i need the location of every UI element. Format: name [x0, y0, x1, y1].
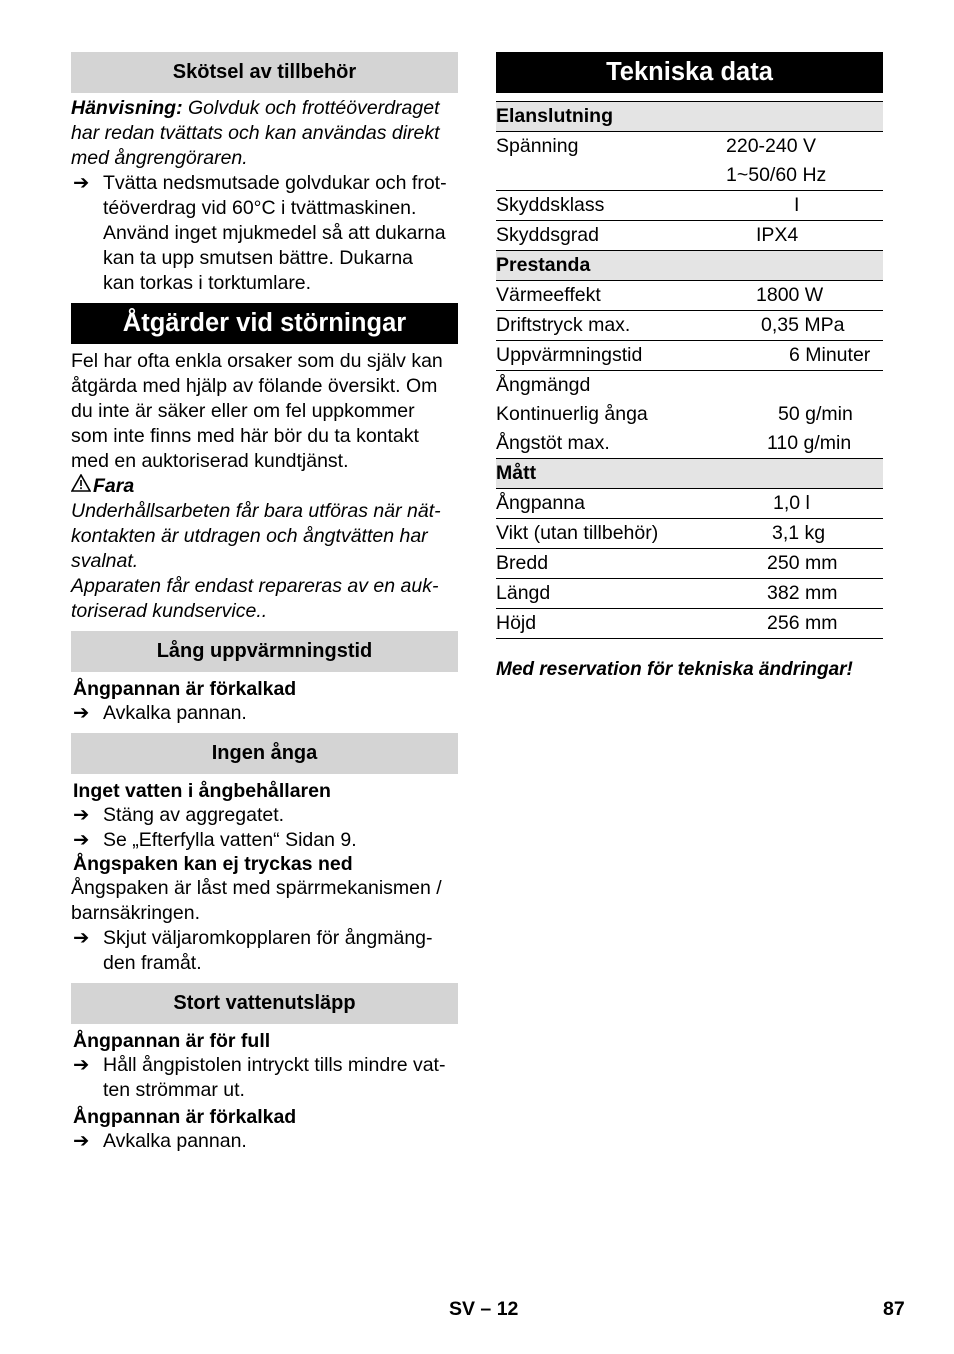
- danger-heading: [71, 474, 458, 499]
- arrow-right-icon: ➔: [73, 172, 90, 194]
- table-row: [496, 221, 883, 251]
- spec-value: I: [726, 191, 883, 221]
- page-number: 87: [883, 1298, 905, 1320]
- intro-line: som inte finns med här bör du ta kontakt: [71, 425, 419, 447]
- note-text: Golvduk och frottéöverdraget har redan tvättats och kan användas direkt med ångrengöraren.: [71, 97, 440, 169]
- danger-line: kontakten är utdragen och ångtvätten har: [71, 525, 428, 547]
- step-line: Använd inget mjukmedel så att dukarna: [103, 222, 446, 244]
- spec-label: Längd: [496, 579, 726, 609]
- cause-heading: Ångpannan är för full: [73, 1030, 271, 1052]
- spec-label: Uppvärmningstid: [496, 341, 726, 371]
- step-selector: [71, 926, 458, 976]
- text-line: Ångspaken är låst med spärrmekanismen /: [71, 877, 442, 899]
- section-label: Elanslutning: [496, 102, 883, 132]
- cause-heading: Inget vatten i ångbehållaren: [73, 780, 331, 802]
- step-line: Håll ångpistolen intryckt tills mindre vat-: [103, 1054, 446, 1076]
- arrow-right-icon: ➔: [73, 927, 90, 949]
- spec-label: Vikt (utan tillbehör): [496, 519, 726, 549]
- intro-line: du inte är säker eller om fel uppkommer: [71, 400, 415, 422]
- step-line: Tvätta nedsmutsade golvdukar och frot-: [103, 172, 447, 194]
- danger-line: Underhållsarbeten får bara utföras när nät-: [71, 500, 441, 522]
- section-heading-troubleshooting: Åtgärder vid störningar: [71, 303, 458, 344]
- table-row: [496, 191, 883, 221]
- step-line: kan torkas i torktumlare.: [103, 272, 312, 294]
- table-section-row: [496, 251, 883, 281]
- step-line: Avkalka pannan.: [103, 1130, 247, 1152]
- spec-label: Ångstöt max.: [496, 429, 726, 459]
- spec-label: Driftstryck max.: [496, 311, 726, 341]
- danger-text: [71, 499, 458, 624]
- step-line: téöverdrag vid 60°C i tvättmaskinen.: [103, 197, 417, 219]
- spec-value: 0,35 MPa: [726, 311, 883, 341]
- reservation-note: Med reservation för tekniska ändringar!: [496, 659, 853, 680]
- spec-value: 1,0 l: [726, 489, 883, 519]
- table-row: [496, 371, 883, 401]
- arrow-right-icon: ➔: [73, 702, 90, 724]
- intro-line: åtgärda med hjälp av fölande översikt. Om: [71, 375, 438, 397]
- spec-value: 50 g/min: [778, 403, 853, 425]
- spec-value: 220-240 V: [726, 135, 816, 157]
- cause-heading: Ångpannan är förkalkad: [73, 678, 297, 700]
- spec-value: 6 Minuter: [726, 341, 883, 371]
- spec-label: Skyddsgrad: [496, 221, 726, 251]
- cause-text: [71, 876, 458, 926]
- arrow-right-icon: ➔: [73, 829, 90, 851]
- table-row: [496, 549, 883, 579]
- technical-data-table: [496, 101, 883, 639]
- spec-value: IPX4: [726, 221, 883, 251]
- step-wash: [71, 171, 458, 296]
- section-heading-care: Skötsel av tillbehör: [71, 52, 458, 93]
- table-section-row: [496, 459, 883, 489]
- table-row: [496, 609, 883, 639]
- page-label: SV – 12: [449, 1298, 519, 1320]
- spec-value: 382 mm: [726, 579, 883, 609]
- table-row: [496, 489, 883, 519]
- spec-value: 110 g/min: [726, 429, 883, 459]
- step-see-refill: [71, 828, 458, 853]
- table-row: [496, 161, 883, 191]
- step-line: Skjut väljaromkopplaren för ångmäng-: [103, 927, 433, 949]
- text-line: barnsäkringen.: [71, 902, 200, 924]
- table-row: [496, 311, 883, 341]
- danger-line: toriserad kundservice..: [71, 600, 268, 622]
- section-heading-long-heating: Lång uppvärmningstid: [71, 631, 458, 672]
- table-row: [496, 519, 883, 549]
- step-line: kan ta upp smutsen bättre. Dukarna: [103, 247, 414, 269]
- step-line: ten strömmar ut.: [103, 1079, 245, 1101]
- table-row: [496, 400, 883, 429]
- step-descale-2: [71, 1129, 458, 1154]
- spec-value: 1800 W: [726, 281, 883, 311]
- section-label: Mått: [496, 459, 883, 489]
- section-heading-no-steam: Ingen ånga: [71, 733, 458, 774]
- section-heading-water-leak: Stort vattenutsläpp: [71, 983, 458, 1024]
- arrow-right-icon: ➔: [73, 1130, 90, 1152]
- left-column: [71, 52, 458, 1154]
- spec-value: 250 mm: [726, 549, 883, 579]
- cause-heading: Ångpannan är förkalkad: [73, 1106, 297, 1128]
- spec-value: [726, 371, 883, 401]
- step-line: Stäng av aggregatet.: [103, 804, 285, 826]
- spec-label: Spänning: [496, 135, 579, 157]
- danger-line: Apparaten får endast repareras av en auk-: [71, 575, 439, 597]
- note-label: Hänvisning:: [71, 97, 183, 119]
- spec-label: [496, 161, 726, 191]
- danger-line: svalnat.: [71, 550, 139, 572]
- spec-label: Kontinuerlig ånga: [496, 403, 648, 425]
- intro-line: Fel har ofta enkla orsaker som du själv kan: [71, 350, 443, 372]
- spec-value: 256 mm: [726, 609, 883, 639]
- section-heading-technical-data: Tekniska data: [496, 52, 883, 93]
- table-row: [496, 429, 883, 459]
- danger-label: Fara: [93, 475, 135, 497]
- step-descale: [71, 701, 458, 726]
- spec-label: Höjd: [496, 609, 726, 639]
- warning-triangle-icon: [71, 474, 93, 499]
- arrow-right-icon: ➔: [73, 1054, 90, 1076]
- spec-label: Ångpanna: [496, 489, 726, 519]
- cause-heading: Ångspaken kan ej tryckas ned: [73, 853, 353, 875]
- table-row: [496, 132, 883, 162]
- spec-value: 3,1 kg: [726, 519, 883, 549]
- spec-label: Bredd: [496, 549, 726, 579]
- note-paragraph: [71, 96, 458, 171]
- spec-label: Värmeeffekt: [496, 281, 726, 311]
- table-row: [496, 281, 883, 311]
- step-line: Avkalka pannan.: [103, 702, 247, 724]
- intro-line: med en auktoriserad kundtjänst.: [71, 450, 349, 472]
- arrow-right-icon: ➔: [73, 804, 90, 826]
- spec-value: 1~50/60 Hz: [726, 161, 883, 191]
- section-label: Prestanda: [496, 251, 883, 281]
- table-row: [496, 341, 883, 371]
- spec-label: Ångmängd: [496, 374, 591, 396]
- step-line: Se „Efterfylla vatten“ Sidan 9.: [103, 829, 357, 851]
- step-hold-trigger: [71, 1053, 458, 1103]
- step-switch-off: [71, 803, 458, 828]
- table-section-row: [496, 102, 883, 132]
- right-column: [496, 52, 883, 681]
- step-line: den framåt.: [103, 952, 202, 974]
- troubleshooting-intro: [71, 349, 458, 474]
- spec-label: Skyddsklass: [496, 191, 726, 221]
- table-row: [496, 579, 883, 609]
